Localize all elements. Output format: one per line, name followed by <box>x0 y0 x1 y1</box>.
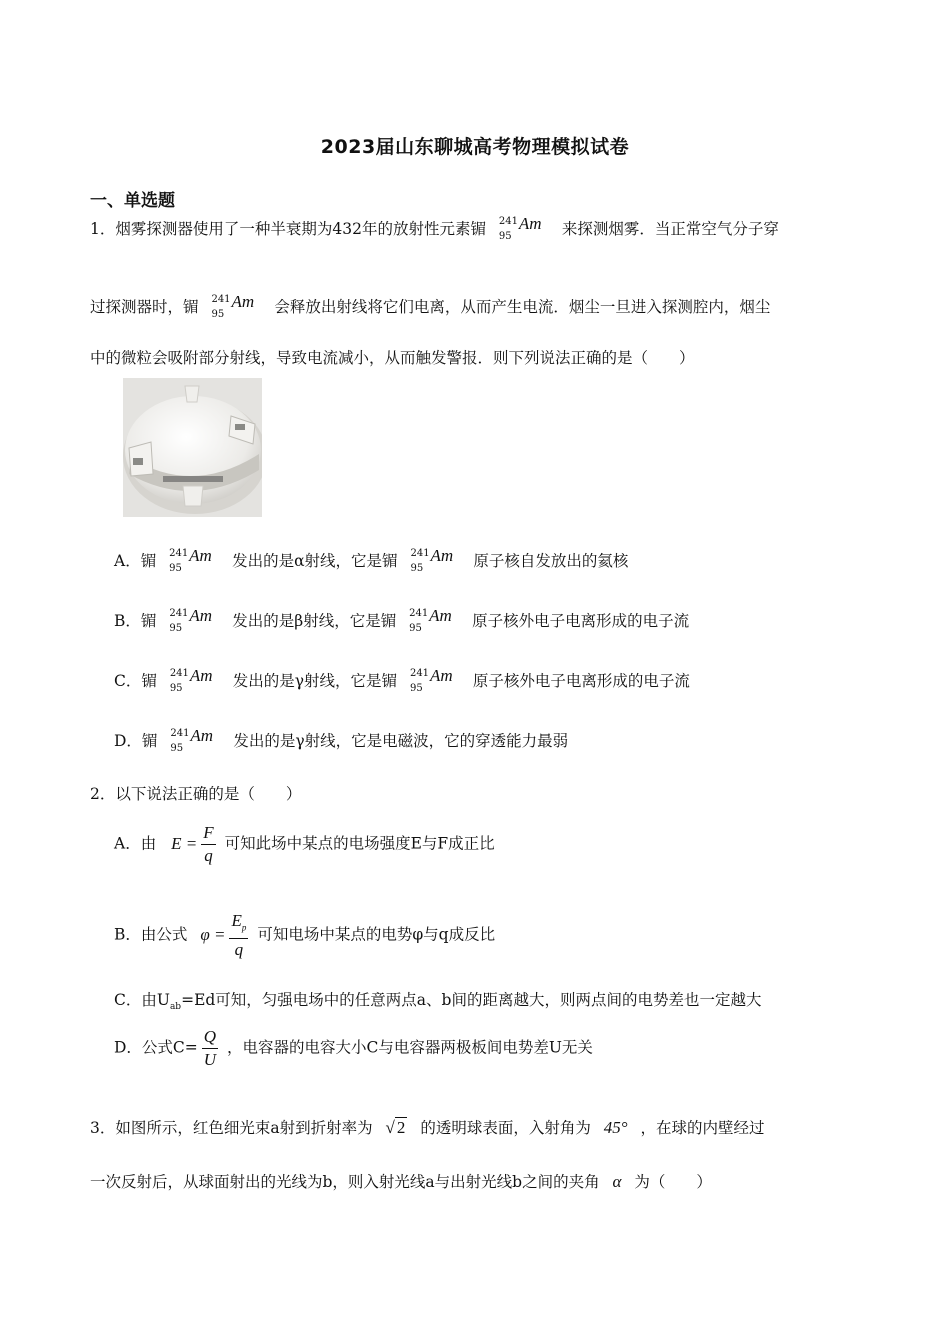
q1-line-3: 中的微粒会吸附部分射线，导致电流减小，从而触发警报．则下列说法正确的是（ ） <box>90 349 695 367</box>
isotope-am-241: 241 95 Am <box>169 666 213 694</box>
q1-option-c[interactable]: C．镅 241 95 Am 发出的是γ射线，它是镅 241 95 Am 原子核外电子电离形成的电子流 <box>114 664 690 700</box>
q1-line-2: 过探测器时，镅 241 95 Am 会释放出射线将它们电离，从而产生电流．烟尘一旦进入探测腔内，烟尘 <box>90 290 770 326</box>
q2-option-c[interactable]: C．由$U_{ab}=Ed$可知，匀强电场中的任意两点a、b间的距离越大，则两点间的电势差也一定越大 <box>114 991 762 1013</box>
section-heading: 一、单选题 <box>90 191 175 211</box>
sqrt-expression: √ 2 <box>385 1118 406 1137</box>
q2-stem: 2．以下说法正确的是（ ） <box>90 785 302 803</box>
isotope-am-241: 241 95 Am <box>170 726 214 754</box>
q2-option-b[interactable]: B．由公式 φ = $\frac{E_p}{q}$ 可知电场中某点的电势φ与q成反比 <box>114 911 496 960</box>
q1-line-1: 1．烟雾探测器使用了一种半衰期为432年的放射性元素镅 241 95 Am 来探测烟雾．当正常空气分子穿 <box>90 212 779 248</box>
q1-option-d[interactable]: D．镅 241 95 Am 发出的是γ射线，它是电磁波，它的穿透能力最弱 <box>114 724 568 760</box>
isotope-am-241: 241 95 Am <box>169 606 212 634</box>
fraction: $\frac{F}{q}$ <box>203 823 214 865</box>
page-title: 2023届山东聊城高考物理模拟试卷 <box>320 136 630 158</box>
q3-line-2: 一次反射后，从球面射出的光线为b，则入射光线a与出射光线b之间的夹角 α 为（ ） <box>90 1172 712 1191</box>
q1-option-b[interactable]: B．镅 241 95 Am 发出的是β射线，它是镅 241 95 Am 原子核外电子电离形成的电子流 <box>114 604 689 640</box>
isotope-am-241: 241 95 Am <box>169 546 212 574</box>
q2-option-d[interactable]: D．公式C= $\frac{Q}{U}$ ，电容器的电容大小C与电容器两极板间电势差U无关 <box>114 1027 593 1069</box>
isotope-am-241: 241 95 Am <box>409 666 453 694</box>
q3-line-1: 3．如图所示，红色细光束a射到折射率为 √ 2 的透明球表面，入射角为 45° ，在球的内壁经过 <box>90 1118 765 1137</box>
smoke-detector-photo <box>123 378 262 517</box>
q1-option-a[interactable]: A．镅 241 95 Am 发出的是α射线，它是镅 241 95 Am 原子核自发放出的氦核 <box>114 544 628 580</box>
isotope-am-241: 241 95 Am <box>211 292 255 320</box>
fraction: $\frac{Q}{U}$ <box>203 1027 217 1069</box>
isotope-am-241: 241 95 Am <box>498 214 542 242</box>
angle-value: 45° <box>603 1118 628 1137</box>
isotope-am-241: 241 95 Am <box>409 606 452 634</box>
fraction: $\frac{E_p}{q}$ <box>231 911 247 960</box>
alpha-symbol: α <box>612 1172 622 1191</box>
q2-option-a[interactable]: A．由 E = $\frac{F}{q}$ 可知此场中某点的电场强度E与F成正比 <box>114 823 495 865</box>
isotope-am-241: 241 95 Am <box>410 546 454 574</box>
